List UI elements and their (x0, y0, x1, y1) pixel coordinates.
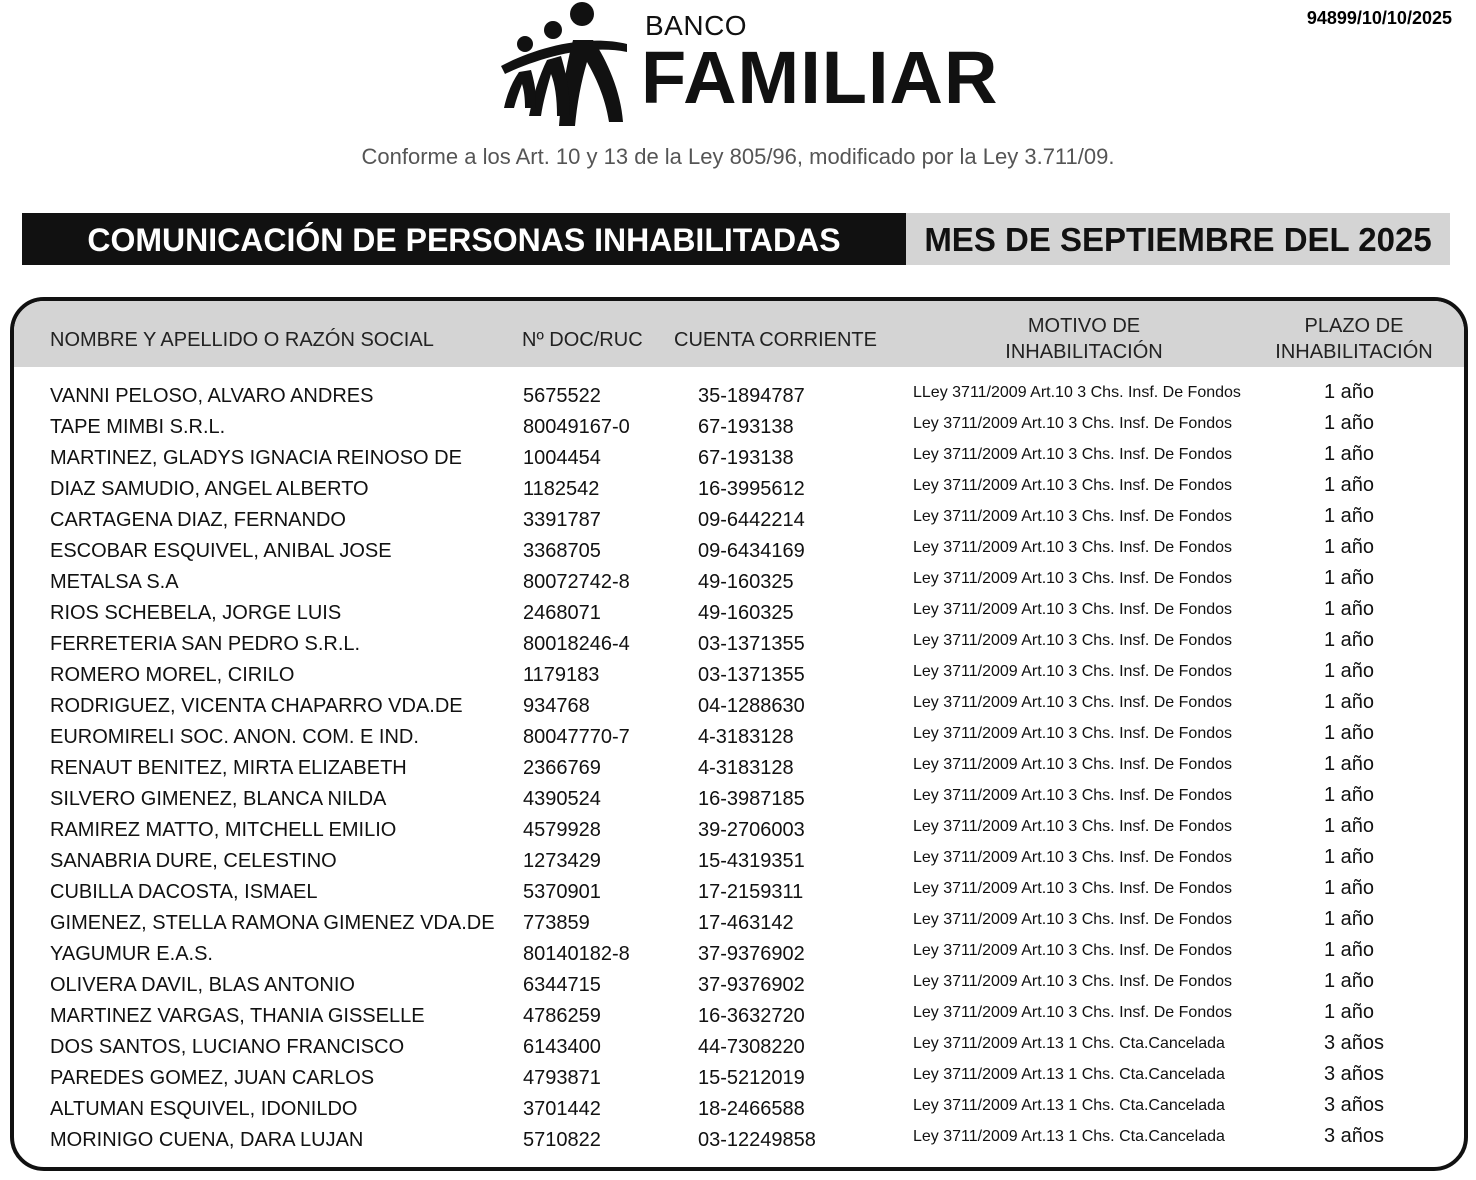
cell-account: 04-1288630 (698, 695, 805, 717)
cell-name: RODRIGUEZ, VICENTA CHAPARRO VDA.DE (50, 695, 463, 717)
table-row (14, 722, 1464, 753)
cell-term: 1 año (1324, 660, 1375, 682)
cell-doc: 3368705 (523, 540, 601, 562)
title-banner (22, 213, 1450, 265)
cell-motive: LLey 3711/2009 Art.10 3 Chs. Insf. De Fondos (913, 384, 1241, 401)
disabled-persons-table (10, 297, 1468, 1171)
cell-account: 03-1371355 (698, 664, 805, 686)
legal-subtitle: Conforme a los Art. 10 y 13 de la Ley 805/96, modificado por la Ley 3.711/09. (361, 144, 1115, 169)
brand-name: FAMILIAR (641, 36, 999, 119)
table-row (14, 846, 1464, 877)
cell-name: CUBILLA DACOSTA, ISMAEL (50, 881, 318, 903)
table-row (14, 660, 1464, 691)
cell-doc: 80018246-4 (523, 633, 630, 655)
cell-account: 39-2706003 (698, 819, 805, 841)
header-term (1244, 313, 1464, 365)
cell-term: 3 años (1324, 1063, 1385, 1085)
cell-motive: Ley 3711/2009 Art.10 3 Chs. Insf. De Fondos (913, 539, 1233, 556)
cell-account: 03-12249858 (698, 1129, 816, 1151)
cell-account: 67-193138 (698, 447, 794, 469)
table-row (14, 505, 1464, 536)
cell-term: 1 año (1324, 474, 1375, 496)
cell-term: 1 año (1324, 970, 1375, 992)
table-row (14, 1063, 1464, 1094)
cell-term: 1 año (1324, 722, 1375, 744)
table-row (14, 815, 1464, 846)
cell-term: 1 año (1324, 536, 1375, 558)
cell-name: EUROMIRELI SOC. ANON. COM. E IND. (50, 726, 419, 748)
cell-doc: 1273429 (523, 850, 601, 872)
cell-account: 16-3995612 (698, 478, 805, 500)
table-row (14, 536, 1464, 567)
cell-term: 1 año (1324, 567, 1375, 589)
reference-number: 94899/10/10/2025 (1306, 8, 1452, 28)
cell-term: 1 año (1324, 753, 1375, 775)
cell-name: MARTINEZ, GLADYS IGNACIA REINOSO DE (50, 447, 462, 469)
header-motive (964, 313, 1204, 365)
cell-account: 4-3183128 (698, 757, 794, 779)
header-term-line2: INHABILITACIÓN (1275, 341, 1433, 363)
cell-term: 1 año (1324, 784, 1375, 806)
cell-term: 1 año (1324, 846, 1375, 868)
cell-doc: 80072742-8 (523, 571, 630, 593)
cell-motive: Ley 3711/2009 Art.10 3 Chs. Insf. De Fondos (913, 880, 1233, 897)
cell-account: 16-3987185 (698, 788, 805, 810)
header-doc: Nº DOC/RUC (522, 329, 643, 351)
table-row (14, 412, 1464, 443)
cell-name: SANABRIA DURE, CELESTINO (50, 850, 337, 872)
cell-account: 09-6434169 (698, 540, 805, 562)
table-row (14, 908, 1464, 939)
cell-motive: Ley 3711/2009 Art.10 3 Chs. Insf. De Fondos (913, 663, 1233, 680)
cell-name: METALSA S.A (50, 571, 179, 593)
cell-doc: 1182542 (523, 478, 600, 500)
cell-doc: 1004454 (523, 447, 601, 469)
cell-doc: 5710822 (523, 1129, 601, 1151)
cell-doc: 80140182-8 (523, 943, 630, 965)
cell-doc: 6344715 (523, 974, 601, 996)
cell-motive: Ley 3711/2009 Art.10 3 Chs. Insf. De Fondos (913, 849, 1233, 866)
cell-motive: Ley 3711/2009 Art.13 1 Chs. Cta.Cancelada (913, 1035, 1225, 1052)
cell-motive: Ley 3711/2009 Art.10 3 Chs. Insf. De Fondos (913, 911, 1233, 928)
cell-name: VANNI PELOSO, ALVARO ANDRES (50, 385, 374, 407)
cell-motive: Ley 3711/2009 Art.10 3 Chs. Insf. De Fondos (913, 477, 1233, 494)
cell-doc: 6143400 (523, 1036, 601, 1058)
table-row (14, 970, 1464, 1001)
cell-name: GIMENEZ, STELLA RAMONA GIMENEZ VDA.DE (50, 912, 495, 934)
table-row (14, 1032, 1464, 1063)
cell-account: 17-2159311 (698, 881, 804, 903)
cell-motive: Ley 3711/2009 Art.10 3 Chs. Insf. De Fondos (913, 632, 1233, 649)
cell-motive: Ley 3711/2009 Art.13 1 Chs. Cta.Cancelada (913, 1128, 1225, 1145)
banner-title: COMUNICACIÓN DE PERSONAS INHABILITADAS (22, 213, 906, 265)
cell-account: 15-5212019 (698, 1067, 805, 1089)
cell-name: MORINIGO CUENA, DARA LUJAN (50, 1129, 364, 1151)
table-body (14, 381, 1464, 1156)
cell-motive: Ley 3711/2009 Art.10 3 Chs. Insf. De Fondos (913, 446, 1233, 463)
cell-name: TAPE MIMBI S.R.L. (50, 416, 226, 438)
table-row (14, 629, 1464, 660)
cell-doc: 934768 (523, 695, 590, 717)
cell-name: DIAZ SAMUDIO, ANGEL ALBERTO (50, 478, 369, 500)
banner-month: MES DE SEPTIEMBRE DEL 2025 (906, 213, 1450, 265)
cell-motive: Ley 3711/2009 Art.10 3 Chs. Insf. De Fondos (913, 973, 1233, 990)
cell-name: MARTINEZ VARGAS, THANIA GISSELLE (50, 1005, 425, 1027)
cell-account: 37-9376902 (698, 943, 805, 965)
cell-motive: Ley 3711/2009 Art.10 3 Chs. Insf. De Fondos (913, 508, 1233, 525)
cell-motive: Ley 3711/2009 Art.10 3 Chs. Insf. De Fondos (913, 694, 1233, 711)
cell-doc: 4390524 (523, 788, 601, 810)
cell-term: 1 año (1324, 877, 1375, 899)
cell-term: 1 año (1324, 691, 1375, 713)
header-motive-line2: INHABILITACIÓN (1005, 341, 1163, 363)
cell-doc: 80049167-0 (523, 416, 630, 438)
cell-name: DOS SANTOS, LUCIANO FRANCISCO (50, 1036, 405, 1058)
cell-name: SILVERO GIMENEZ, BLANCA NILDA (50, 788, 387, 810)
cell-term: 1 año (1324, 629, 1375, 651)
cell-doc: 5675522 (523, 385, 601, 407)
cell-name: PAREDES GOMEZ, JUAN CARLOS (50, 1067, 375, 1089)
cell-doc: 773859 (523, 912, 590, 934)
cell-account: 49-160325 (698, 602, 794, 624)
table-row (14, 567, 1464, 598)
cell-account: 49-160325 (698, 571, 794, 593)
cell-name: RIOS SCHEBELA, JORGE LUIS (50, 602, 342, 624)
cell-term: 1 año (1324, 815, 1375, 837)
cell-name: RENAUT BENITEZ, MIRTA ELIZABETH (50, 757, 407, 779)
header-motive-line1: MOTIVO DE (1027, 315, 1141, 337)
cell-doc: 2366769 (523, 757, 601, 779)
cell-term: 1 año (1324, 908, 1375, 930)
cell-term: 1 año (1324, 505, 1375, 527)
cell-motive: Ley 3711/2009 Art.10 3 Chs. Insf. De Fondos (913, 570, 1233, 587)
cell-name: ALTUMAN ESQUIVEL, IDONILDO (50, 1098, 358, 1120)
table-row (14, 1001, 1464, 1032)
cell-term: 3 años (1324, 1032, 1385, 1054)
cell-account: 16-3632720 (698, 1005, 805, 1027)
table-row (14, 1125, 1464, 1156)
table-row (14, 443, 1464, 474)
cell-term: 1 año (1324, 939, 1375, 961)
cell-account: 18-2466588 (698, 1098, 805, 1120)
cell-term: 1 año (1324, 443, 1375, 465)
cell-term: 1 año (1324, 598, 1375, 620)
cell-motive: Ley 3711/2009 Art.10 3 Chs. Insf. De Fondos (913, 942, 1233, 959)
cell-doc: 5370901 (523, 881, 601, 903)
cell-doc: 2468071 (523, 602, 601, 624)
cell-account: 15-4319351 (698, 850, 805, 872)
cell-name: FERRETERIA SAN PEDRO S.R.L. (50, 633, 361, 655)
cell-motive: Ley 3711/2009 Art.13 1 Chs. Cta.Cancelada (913, 1066, 1225, 1083)
cell-motive: Ley 3711/2009 Art.10 3 Chs. Insf. De Fondos (913, 601, 1233, 618)
cell-doc: 3701442 (523, 1098, 601, 1120)
cell-account: 67-193138 (698, 416, 794, 438)
cell-doc: 4793871 (523, 1067, 601, 1089)
cell-doc: 4579928 (523, 819, 601, 841)
cell-doc: 80047770-7 (523, 726, 630, 748)
cell-account: 03-1371355 (698, 633, 805, 655)
cell-doc: 4786259 (523, 1005, 601, 1027)
table-row (14, 877, 1464, 908)
family-logo-icon (495, 0, 635, 130)
table-row (14, 939, 1464, 970)
table-row (14, 474, 1464, 505)
table-header (14, 301, 1464, 367)
cell-account: 09-6442214 (698, 509, 805, 531)
cell-doc: 1179183 (523, 664, 600, 686)
cell-term: 1 año (1324, 412, 1375, 434)
table-row (14, 1094, 1464, 1125)
cell-term: 1 año (1324, 381, 1375, 403)
cell-name: YAGUMUR E.A.S. (50, 943, 213, 965)
header-term-line1: PLAZO DE (1304, 315, 1404, 337)
table-row (14, 691, 1464, 722)
header-name: NOMBRE Y APELLIDO O RAZÓN SOCIAL (50, 329, 434, 351)
cell-name: ROMERO MOREL, CIRILO (50, 664, 295, 686)
cell-account: 37-9376902 (698, 974, 805, 996)
table-row (14, 753, 1464, 784)
table-row (14, 598, 1464, 629)
cell-motive: Ley 3711/2009 Art.10 3 Chs. Insf. De Fondos (913, 1004, 1233, 1021)
cell-account: 44-7308220 (698, 1036, 805, 1058)
cell-motive: Ley 3711/2009 Art.10 3 Chs. Insf. De Fondos (913, 725, 1233, 742)
header-account: CUENTA CORRIENTE (674, 329, 877, 351)
cell-name: CARTAGENA DIAZ, FERNANDO (50, 509, 346, 531)
cell-motive: Ley 3711/2009 Art.13 1 Chs. Cta.Cancelada (913, 1097, 1225, 1114)
cell-account: 35-1894787 (698, 385, 805, 407)
cell-term: 1 año (1324, 1001, 1375, 1023)
cell-name: OLIVERA DAVIL, BLAS ANTONIO (50, 974, 355, 996)
cell-account: 17-463142 (698, 912, 794, 934)
cell-motive: Ley 3711/2009 Art.10 3 Chs. Insf. De Fondos (913, 756, 1233, 773)
cell-motive: Ley 3711/2009 Art.10 3 Chs. Insf. De Fondos (913, 818, 1233, 835)
cell-name: RAMIREZ MATTO, MITCHELL EMILIO (50, 819, 397, 841)
brand-prefix: BANCO (645, 10, 748, 41)
cell-account: 4-3183128 (698, 726, 794, 748)
table-row (14, 381, 1464, 412)
cell-term: 3 años (1324, 1094, 1385, 1116)
table-row (14, 784, 1464, 815)
cell-motive: Ley 3711/2009 Art.10 3 Chs. Insf. De Fondos (913, 415, 1233, 432)
cell-motive: Ley 3711/2009 Art.10 3 Chs. Insf. De Fondos (913, 787, 1233, 804)
cell-term: 3 años (1324, 1125, 1385, 1147)
cell-doc: 3391787 (523, 509, 601, 531)
cell-name: ESCOBAR ESQUIVEL, ANIBAL JOSE (50, 540, 392, 562)
bank-logo (495, 0, 999, 130)
